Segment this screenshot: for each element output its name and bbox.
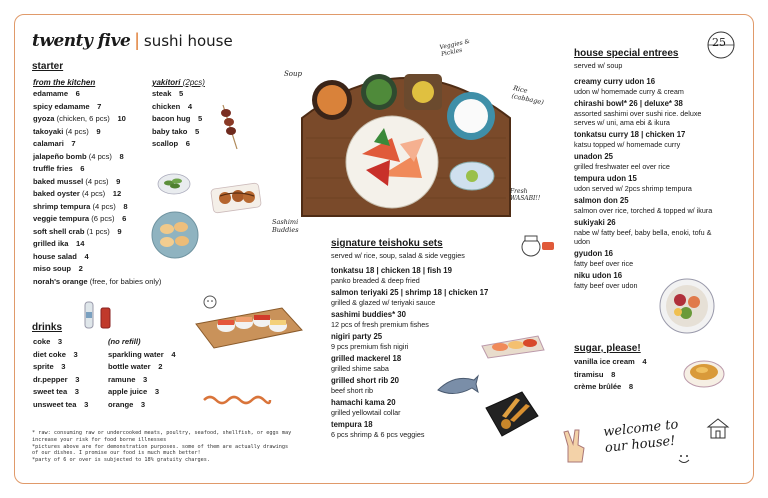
teishoku-entry	[331, 266, 488, 285]
entrees-title: house special entrees	[574, 48, 679, 59]
entry-desc: nabe w/ fatty beef, baby bella, enoki, tofu &	[574, 228, 712, 237]
entree-entry	[574, 77, 712, 96]
item-price: 6	[80, 164, 85, 173]
menu-item	[152, 138, 202, 151]
entry-title: niku udon 16	[574, 271, 623, 280]
entry-desc: udon served w/ 2pcs shrimp tempura	[574, 184, 692, 193]
house-icon	[706, 416, 730, 445]
mackerel-dish-icon	[434, 370, 480, 405]
item-price: 2	[158, 362, 163, 371]
dessert-list	[574, 356, 647, 394]
item-name: grilled ika	[33, 239, 69, 248]
menu-item	[574, 356, 647, 369]
item-qualifier: (free, for babies only)	[89, 276, 162, 286]
teishoku-subtitle: served w/ rice, soup, salad & side veggies	[331, 251, 465, 260]
entry-desc: grilled yellowtail collar	[331, 408, 401, 417]
menu-item	[33, 113, 161, 126]
yakitori-skewer-icon	[217, 103, 243, 156]
teishoku-title: signature teishoku sets	[331, 238, 443, 249]
item-name: veggie tempura	[33, 214, 90, 223]
entry-title: nigiri party 25	[331, 332, 383, 341]
entree-entry	[574, 249, 712, 268]
menu-item	[108, 374, 176, 387]
item-name: bacon hug	[152, 114, 191, 123]
annotation-veggies: Veggies & Pickles	[438, 37, 471, 59]
item-name: takoyaki	[33, 126, 64, 136]
item-price: 8	[611, 369, 616, 379]
entry-title: chirashi bowl* 26 | deluxe* 38	[574, 99, 683, 108]
item-name: dr.pepper	[33, 374, 68, 384]
item-name: miso soup	[33, 264, 71, 273]
item-price: 4	[642, 357, 647, 366]
entry-desc: 12 pcs of fresh premium fishes	[331, 320, 429, 329]
menu-item	[33, 263, 161, 276]
entry-title: grilled short rib 20	[331, 376, 400, 385]
item-name: vanilla ice cream	[574, 357, 635, 366]
starter-title: starter	[32, 61, 64, 72]
menu-item	[33, 176, 161, 189]
item-name: ramune	[108, 374, 136, 384]
menu-item	[152, 126, 202, 139]
baked-oyster-dish-icon	[150, 210, 200, 265]
menu-item	[33, 151, 161, 164]
logo-script: twenty five	[32, 31, 131, 51]
entry-title: sashimi buddies* 30	[331, 310, 406, 319]
entry-desc: grilled freshwater eel over rice	[574, 162, 670, 171]
entry-title: creamy curry udon 16	[574, 77, 656, 86]
item-name: baked mussel	[33, 176, 84, 186]
entry-desc: udon	[574, 237, 590, 246]
item-price: 6	[75, 89, 80, 98]
welcome-message: welcome to our house!	[602, 417, 680, 456]
item-price: 12	[112, 189, 122, 198]
entry-desc: beef short rib	[331, 386, 373, 395]
item-price: 7	[97, 101, 102, 111]
entrees-subtitle: served w/ soup	[574, 61, 623, 70]
item-name: spicy edamame	[33, 101, 90, 111]
menu-item	[33, 201, 161, 214]
item-price: 5	[179, 89, 184, 98]
item-name: crème brûlée	[574, 382, 622, 391]
item-name: truffle fries	[33, 164, 73, 173]
item-price: 8	[628, 382, 634, 391]
menu-item	[108, 386, 176, 399]
chef-cartoon-icon	[520, 234, 556, 265]
item-name: orange	[108, 399, 134, 409]
item-qualifier: (4 pcs)	[65, 126, 89, 136]
annotation-rice: Rice (cabbage)	[510, 84, 545, 107]
from-kitchen-title: from the kitchen	[33, 78, 96, 87]
chirashi-bowl-icon	[656, 278, 718, 339]
menu-item	[33, 138, 161, 151]
item-name: sparkling water	[108, 349, 164, 359]
item-price: 5	[195, 126, 200, 136]
menu-item	[108, 399, 176, 412]
item-name: scallop	[152, 139, 179, 148]
menu-item	[108, 349, 176, 362]
item-name: baked oyster	[33, 189, 80, 198]
footnote-line: of our dishes. I promise our food is much much better!	[32, 450, 201, 457]
entry-desc: fatty beef over udon	[574, 281, 638, 290]
item-price: 3	[74, 387, 80, 396]
peace-hand-icon	[560, 428, 590, 469]
creme-brulee-icon	[682, 356, 726, 395]
menu-item	[574, 369, 647, 382]
item-name: diet coke	[33, 349, 66, 359]
entry-desc: fatty beef over rice	[574, 259, 634, 268]
entry-desc: assorted sashimi over sushi rice. deluxe	[574, 109, 702, 118]
item-qualifier: (6 pcs)	[91, 214, 115, 223]
menu-item	[152, 88, 202, 101]
menu-item	[152, 101, 202, 114]
menu-item	[33, 336, 88, 349]
item-name: baby tako	[152, 126, 188, 136]
item-price: 3	[154, 387, 160, 396]
entry-title: hamachi kama 20	[331, 398, 396, 407]
footnote-line: * raw: consuming raw or undercooked meats, poultry, seafood, shellfish, or eggs may	[32, 430, 292, 436]
item-name: gyoza	[33, 114, 55, 123]
item-name: bottle water	[108, 362, 151, 371]
restaurant-name: sushi house	[143, 32, 233, 50]
item-price: 6	[122, 214, 127, 223]
entry-title: tempura 18	[331, 420, 373, 429]
header	[32, 30, 233, 51]
item-name: coke	[33, 337, 51, 346]
entree-entry	[574, 174, 712, 193]
drinks-title: drinks	[32, 322, 63, 333]
entry-desc: 9 pcs premium fish nigiri	[331, 342, 409, 351]
ramune-bottle-icon	[79, 296, 115, 337]
entry-desc: serves w/ uni, ama ebi & ikura	[574, 118, 670, 127]
entry-desc: grilled shime saba	[331, 364, 389, 373]
menu-item	[33, 374, 88, 387]
footnote-line: *pictures above are for demonstration purposes. some of them are actually drawings	[32, 443, 289, 450]
entree-entry	[574, 152, 712, 171]
entry-title: grilled mackerel 18	[331, 354, 402, 363]
footnotes	[32, 430, 291, 464]
item-name: soft shell crab	[33, 226, 85, 236]
yakitori-list	[152, 88, 202, 151]
yakitori-heading	[152, 78, 205, 87]
no-refill-note: (no refill)	[108, 337, 141, 346]
item-qualifier: (1 pcs)	[86, 226, 110, 236]
teishoku-entry	[331, 332, 488, 351]
entree-entry	[574, 99, 712, 127]
item-price: 2	[78, 264, 83, 273]
item-price: 4	[187, 101, 193, 111]
drinks-col2-list	[108, 349, 176, 412]
teishoku-tray-illustration	[296, 58, 516, 233]
teishoku-entry	[331, 288, 488, 307]
menu-item	[33, 276, 161, 289]
teishoku-list	[331, 266, 488, 442]
teishoku-entry	[331, 420, 488, 439]
item-price: 9	[96, 126, 101, 136]
item-name: steak	[152, 89, 172, 98]
entree-entry	[574, 196, 712, 215]
item-price: 6	[185, 139, 190, 148]
menu-item	[108, 361, 176, 374]
smiley-icon	[676, 452, 692, 470]
menu-item	[33, 361, 88, 374]
entry-title: salmon don 25	[574, 196, 629, 205]
logo-separator: |	[134, 30, 140, 50]
tempura-box-icon	[482, 386, 542, 451]
dessert-title: sugar, please!	[574, 343, 641, 354]
entry-title: gyudon 16	[574, 249, 613, 258]
entry-desc: salmon over rice, torched & topped w/ ikura	[574, 206, 713, 215]
menu-item	[33, 88, 161, 101]
item-name: edamame	[33, 89, 69, 98]
menu-item	[33, 163, 161, 176]
item-qualifier: (chicken, 6 pcs)	[56, 114, 110, 123]
menu-item	[33, 251, 161, 264]
item-price: 3	[140, 399, 146, 409]
annotation-soup: Soup	[284, 70, 302, 78]
item-price: 3	[75, 374, 80, 384]
item-name: tiramisu	[574, 369, 604, 379]
entry-title: tonkatsu curry 18 | chicken 17	[574, 130, 686, 139]
item-price: 3	[84, 399, 89, 409]
footnote-line: *party of 6 or over is subjected to 18% gratuity charges.	[32, 457, 211, 464]
menu-item	[33, 238, 161, 251]
entry-desc: katsu topped w/ homemade curry	[574, 140, 681, 149]
item-price: 9	[116, 176, 121, 186]
nigiri-dish-icon	[478, 330, 548, 365]
entry-desc: grilled & glazed w/ teriyaki sauce	[331, 298, 436, 307]
item-name: unsweet tea	[33, 399, 77, 409]
menu-item	[33, 386, 88, 399]
entry-desc: panko breaded & deep fried	[331, 276, 420, 285]
entree-entry	[574, 130, 712, 149]
item-qualifier: (4 pcs)	[88, 151, 112, 161]
entree-entry	[574, 218, 712, 246]
menu-item	[33, 349, 88, 362]
badge-25-icon	[704, 30, 738, 60]
item-name: jalapeño bomb	[33, 151, 87, 161]
yakitori-title: yakitori	[152, 78, 181, 87]
item-price: 8	[119, 151, 124, 161]
bacon-squiggle-icon	[202, 393, 272, 411]
item-name: calamari	[33, 139, 64, 148]
item-qualifier: (4 pcs)	[85, 176, 109, 186]
sushi-board-icon	[190, 290, 306, 361]
item-price: 14	[76, 239, 85, 248]
entry-title: tempura udon 15	[574, 174, 637, 183]
drinks-col2	[108, 336, 176, 411]
entrees-list	[574, 77, 712, 293]
item-price: 3	[143, 374, 148, 384]
entry-title: sukiyaki 26	[574, 218, 616, 227]
item-price: 4	[171, 349, 176, 359]
teishoku-entry	[331, 310, 488, 329]
menu-item	[33, 188, 161, 201]
annotation-wasabi: Fresh WASABI!!	[510, 188, 541, 202]
item-price: 9	[117, 226, 122, 236]
entry-title: salmon teriyaki 25 | shrimp 18 | chicken 17	[331, 288, 489, 297]
entry-title: tonkatsu 18 | chicken 18 | fish 19	[331, 266, 452, 275]
menu-item	[574, 381, 647, 394]
item-price: 3	[73, 349, 78, 359]
badge-text: 25	[712, 36, 726, 49]
item-name: chicken	[152, 101, 181, 111]
takoyaki-dish-icon	[209, 180, 265, 219]
menu-item	[33, 126, 161, 139]
edamame-dish-icon	[156, 172, 192, 201]
item-price: 3	[57, 337, 63, 346]
menu-item	[33, 226, 161, 239]
menu-item	[33, 399, 88, 412]
menu-item	[152, 113, 202, 126]
entry-desc: 6 pcs shrimp & 6 pcs veggies	[331, 430, 425, 439]
item-name: sweet tea	[33, 387, 68, 396]
entry-title: unadon 25	[574, 152, 613, 161]
annotation-sashimi: Sashimi Buddies	[272, 218, 299, 234]
item-price: 8	[123, 201, 128, 211]
yakitori-note: (2pcs)	[182, 78, 205, 87]
item-price: 3	[61, 362, 66, 371]
item-price: 7	[71, 139, 76, 148]
kitchen-list	[33, 88, 161, 288]
drinks-col1	[33, 336, 88, 411]
item-name: apple juice	[108, 387, 148, 396]
item-price: 10	[117, 114, 126, 123]
item-price: 4	[84, 251, 89, 261]
item-name: norah's orange	[33, 276, 88, 286]
item-qualifier: (4 pcs)	[92, 201, 116, 211]
footnote-line: increase your risk for food borne illnesses	[32, 436, 167, 443]
menu-item	[33, 101, 161, 114]
item-name: house salad	[33, 251, 77, 261]
entry-desc: udon w/ homemade curry & cream	[574, 87, 684, 96]
item-name: shrimp tempura	[33, 201, 91, 211]
menu-item	[33, 213, 161, 226]
item-qualifier: (4 pcs)	[81, 189, 106, 198]
item-name: sprite	[33, 362, 54, 371]
item-price: 5	[197, 114, 203, 123]
